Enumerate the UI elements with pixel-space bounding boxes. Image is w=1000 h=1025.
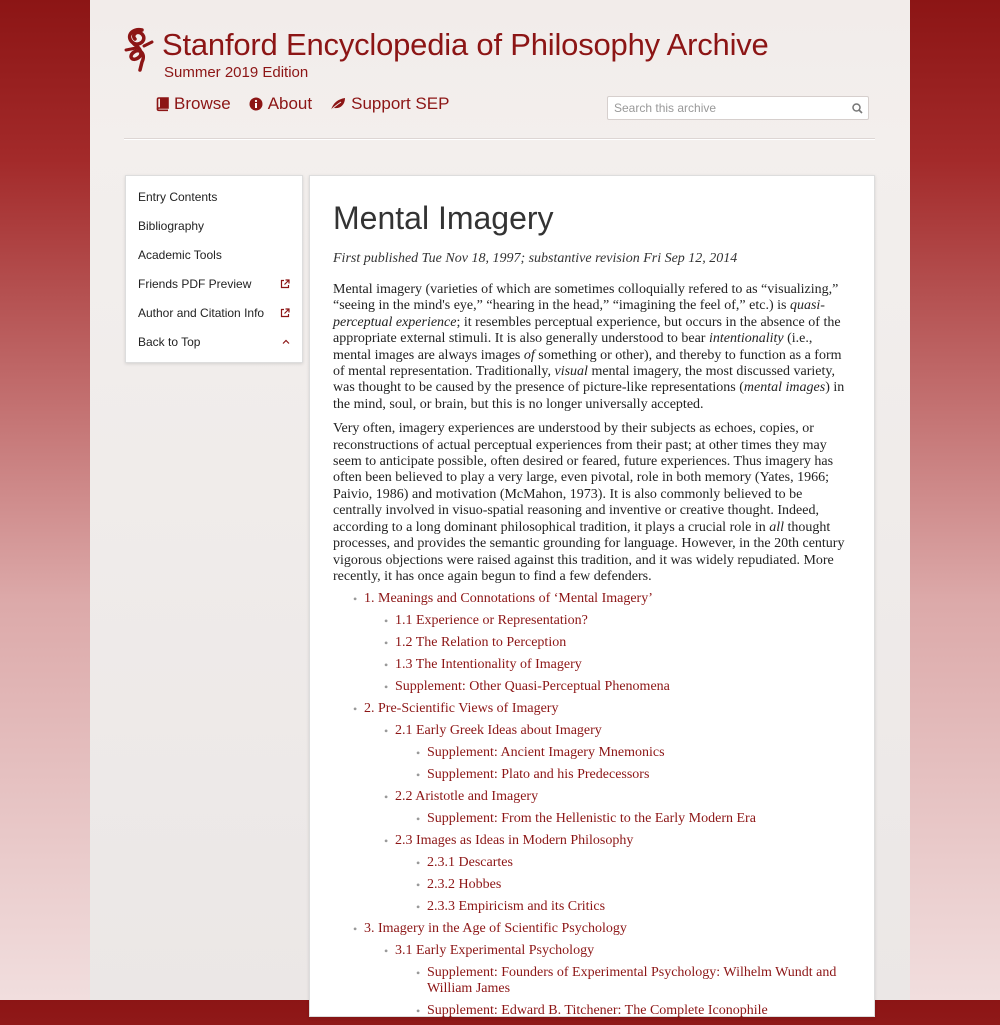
toc-item: [395, 833, 853, 849]
sidebar-item-author-citation-info[interactable]: [126, 298, 302, 327]
toc-item: [427, 965, 853, 997]
nav-support[interactable]: [330, 94, 449, 114]
paragraph-text: thought processes, and provides the semantic grounding for language. However, in the 20th century vigorous objections were raised against this tradition, and it was widely repudiated. More recently, it has once again begun to find a few defenders.: [333, 519, 845, 584]
search-icon: [852, 103, 863, 114]
toc-link[interactable]: 2. Pre-Scientific Views of Imagery: [364, 701, 559, 717]
article-title: Mental Imagery: [333, 200, 554, 236]
sidebar-item-back-to-top[interactable]: [126, 327, 302, 356]
emphasis-text: of: [523, 347, 535, 363]
emphasis-text: quasi-perceptual experience: [333, 298, 825, 330]
preamble-paragraph-1: [333, 282, 853, 413]
paragraph-text: ; it resembles perceptual experience, but occurs in the absence of the appropriate external stimuli. It is also generally understood to bear: [333, 314, 841, 347]
sidebar: [125, 175, 303, 363]
toc-link[interactable]: 2.2 Aristotle and Imagery: [395, 789, 539, 805]
sidebar-item-academic-tools[interactable]: [126, 240, 302, 269]
site-title[interactable]: Stanford Encyclopedia of Philosophy Archive: [162, 27, 769, 62]
leaf-icon: [330, 97, 346, 111]
toc-link[interactable]: Supplement: Ancient Imagery Mnemonics: [427, 745, 665, 761]
sidebar-item-label: Bibliography: [138, 218, 205, 233]
toc-link[interactable]: 3.1 Early Experimental Psychology: [395, 943, 595, 959]
toc-link[interactable]: 2.3.2 Hobbes: [427, 877, 502, 893]
toc-link[interactable]: 1.3 The Intentionality of Imagery: [395, 657, 582, 673]
nav-browse[interactable]: [156, 94, 231, 114]
sidebar-item-bibliography[interactable]: [126, 211, 302, 240]
paragraph-text: Very often, imagery experiences are understood by their subjects as echoes, copies, or reconstructions of actual perceptual experiences from their past; at other times they may seem to anticipate possible, often desired or feared, future experiences. Thus imagery has often been believed to play a very large, even pivotal, role in both memory (Yates, 1966; Paivio, 1986) and motivation (McMahon, 1973). It is also commonly believed to be centrally involved in visuo-spatial reasoning and inventive or creative thought. Indeed, according to a long dominant philosophical tradition, it plays a crucial role in: [333, 421, 834, 535]
edition-label: Summer 2019 Edition: [164, 64, 309, 81]
paragraph-text: mental imagery, the most discussed variety, was thought to be caused by the presence of picture-like representations (: [333, 364, 835, 396]
toc-link[interactable]: 1. Meanings and Connotations of ‘Mental Imagery’: [364, 591, 653, 607]
article: [333, 198, 853, 1025]
chevron-up-icon: [282, 339, 290, 345]
search-button[interactable]: [846, 103, 868, 114]
toc-item: [395, 943, 853, 959]
sep-logo-icon: [122, 26, 156, 74]
paragraph-text: Mental imagery (varieties of which are sometimes colloquially refered to as “visualizing,” “seeing in the mind's eye,” “hearing in the head,” “imagining the feel of,” etc.) is: [333, 282, 839, 314]
emphasis-text: all: [769, 519, 785, 535]
search-box: [607, 96, 869, 120]
toc-item: [395, 613, 853, 629]
nav-about-label: About: [267, 94, 313, 113]
toc-item: [427, 899, 853, 915]
toc-item: [364, 921, 853, 937]
toc-item: [395, 723, 853, 739]
toc-link[interactable]: 2.3.3 Empiricism and its Critics: [427, 899, 606, 915]
emphasis-text: intentionality: [708, 331, 784, 347]
sidebar-item-label: Friends PDF Preview: [138, 276, 252, 291]
toc-item: [427, 767, 853, 783]
sidebar-item-label: Entry Contents: [138, 189, 218, 204]
toc-link[interactable]: 3. Imagery in the Age of Scientific Psychology: [364, 921, 627, 937]
sidebar-item-friends-pdf-preview[interactable]: [126, 269, 302, 298]
sidebar-item-label: Author and Citation Info: [138, 305, 265, 320]
toc-link[interactable]: 2.3.1 Descartes: [427, 855, 513, 871]
toc-item: [395, 657, 853, 673]
toc-item: [427, 855, 853, 871]
nav-browse-label: Browse: [174, 94, 231, 113]
table-of-contents: [333, 591, 853, 1019]
nav-support-label: Support SEP: [351, 94, 450, 113]
info-icon: [249, 97, 263, 111]
toc-item: [395, 635, 853, 651]
emphasis-text: visual: [554, 364, 588, 380]
sidebar-item-entry-contents[interactable]: [126, 182, 302, 211]
nav-about[interactable]: [249, 94, 312, 114]
toc-item: [395, 679, 853, 695]
toc-link[interactable]: Supplement: From the Hellenistic to the Early Modern Era: [427, 811, 756, 827]
page-container: [90, 0, 910, 1019]
toc-item: [427, 811, 853, 827]
sidebar-item-label: Back to Top: [138, 334, 201, 349]
toc-item: [427, 877, 853, 893]
toc-item: [427, 1003, 853, 1019]
paragraph-text: (i.e., mental images are always images: [333, 331, 813, 363]
toc-link[interactable]: 2.1 Early Greek Ideas about Imagery: [395, 723, 602, 739]
external-link-icon: [280, 308, 290, 318]
main-content: [309, 175, 875, 1017]
toc-item: [364, 591, 853, 607]
preamble-paragraph-2: [333, 421, 853, 585]
toc-link[interactable]: 2.3 Images as Ideas in Modern Philosophy: [395, 833, 634, 849]
toc-item: [364, 701, 853, 717]
sidebar-item-label: Academic Tools: [138, 247, 222, 262]
toc-link[interactable]: 1.2 The Relation to Perception: [395, 635, 567, 651]
publication-info: First published Tue Nov 18, 1997; substantive revision Fri Sep 12, 2014: [333, 251, 738, 266]
main-nav: [156, 94, 449, 114]
external-link-icon: [280, 279, 290, 289]
toc-link[interactable]: Supplement: Founders of Experimental Psychology: Wilhelm Wundt and William James: [427, 965, 837, 997]
paragraph-text: something or other), and thereby to function as a form of mental representation. Traditionally,: [333, 347, 842, 380]
toc-item: [395, 789, 853, 805]
header-divider: [124, 138, 875, 139]
toc-link[interactable]: Supplement: Edward B. Titchener: The Complete Iconophile: [427, 1003, 768, 1019]
site-brand[interactable]: [122, 26, 769, 82]
toc-link[interactable]: Supplement: Other Quasi-Perceptual Phenomena: [395, 679, 670, 695]
paragraph-text: ) in the mind, soul, or brain, but this is no longer universally accepted.: [333, 380, 845, 412]
emphasis-text: mental images: [743, 380, 826, 396]
search-input[interactable]: [608, 100, 846, 116]
toc-link[interactable]: Supplement: Plato and his Predecessors: [427, 767, 650, 783]
toc-link[interactable]: 1.1 Experience or Representation?: [395, 613, 588, 629]
book-icon: [156, 97, 169, 111]
toc-item: [427, 745, 853, 761]
